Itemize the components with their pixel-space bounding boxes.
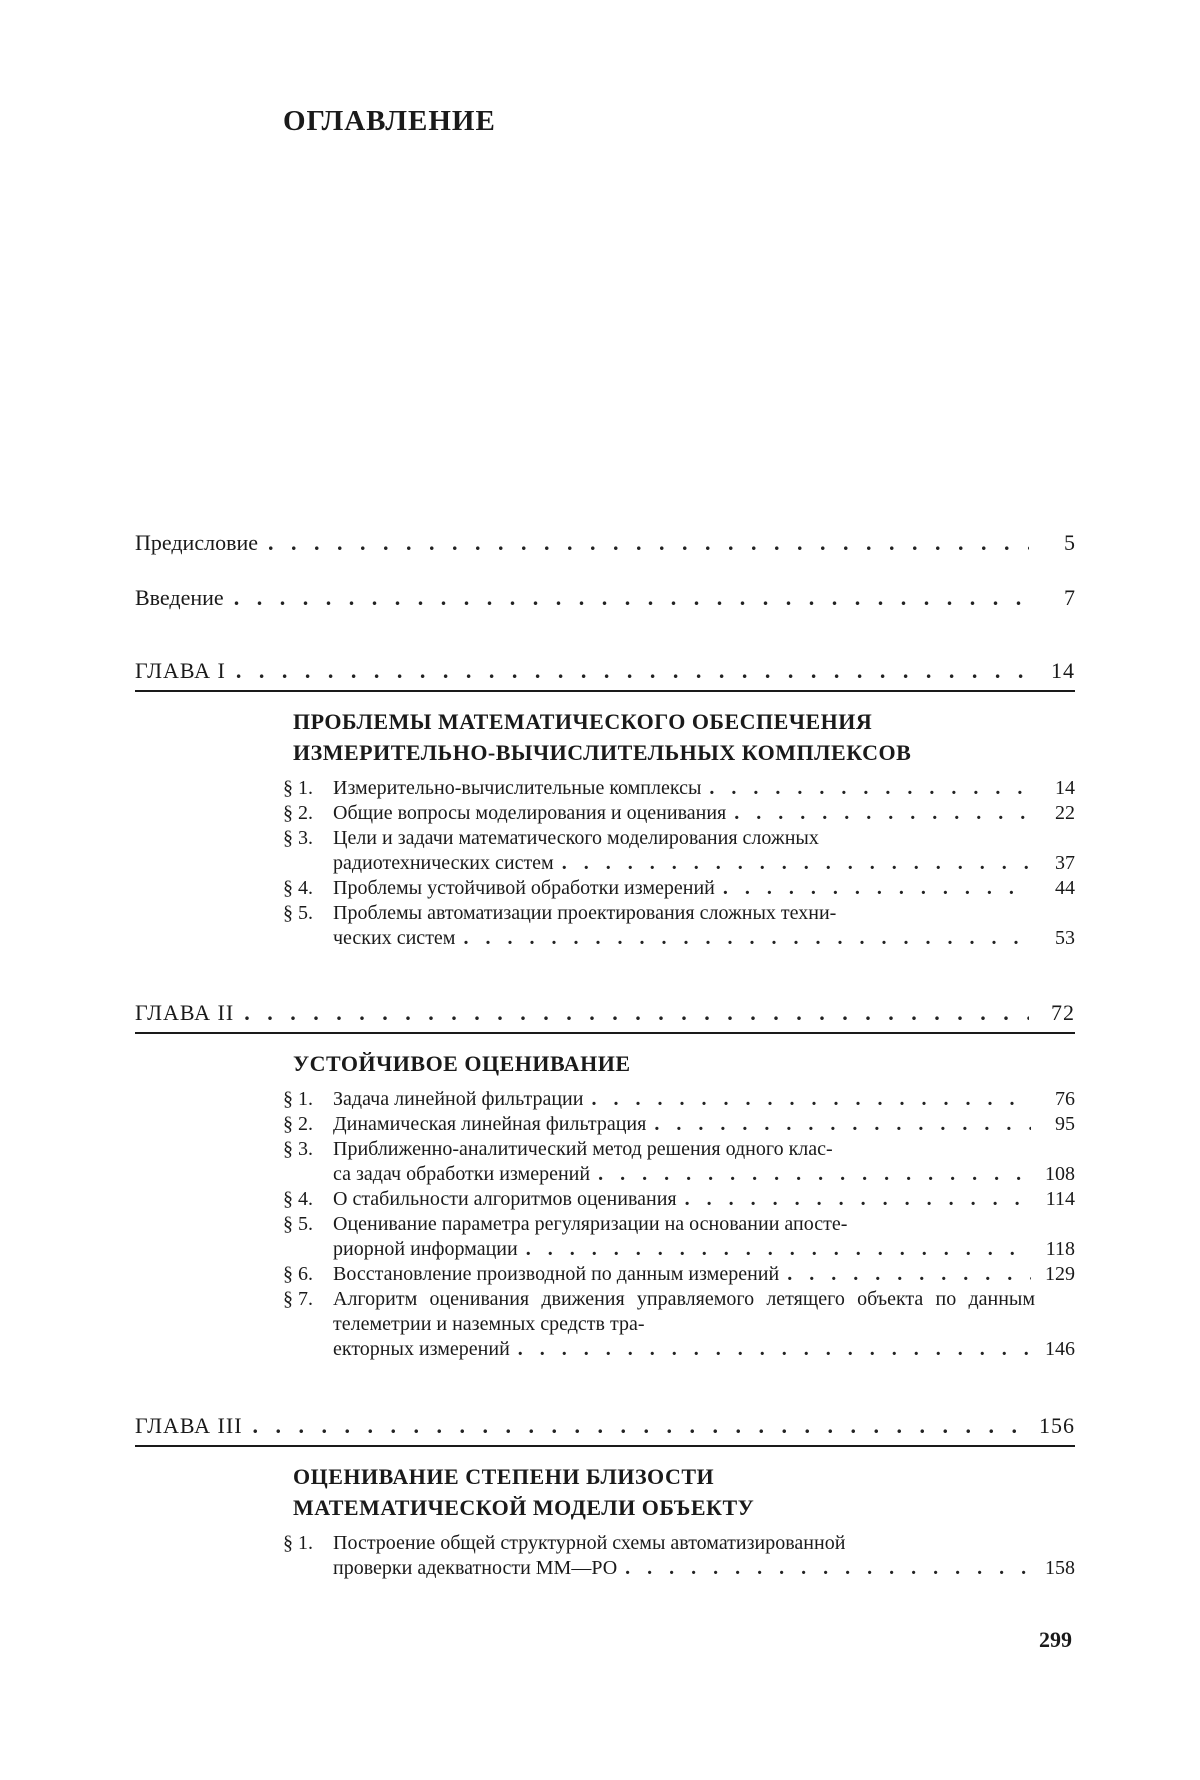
section-title-end: са задач обработки измерений: [333, 1163, 591, 1185]
chapter-title-line: ИЗМЕРИТЕЛЬНО-ВЫЧИСЛИТЕЛЬНЫХ КОМПЛЕКСОВ: [293, 740, 912, 765]
leader-dots: [709, 776, 1031, 801]
leader-dots: [591, 1087, 1031, 1112]
section-body: [333, 1087, 1075, 1112]
chapter-3: [135, 1413, 1075, 1581]
entry-label: Предисловие: [135, 530, 258, 555]
section-entry: [283, 901, 1075, 951]
section-number: § 4.: [283, 1188, 313, 1210]
chapter-page: 14: [1051, 658, 1075, 683]
section-title-start: Проблемы автоматизации проектирования сложных техни-: [333, 902, 837, 924]
chapter-2: [135, 1000, 1075, 1362]
section-page: 76: [1055, 1088, 1075, 1110]
section-title-row: [333, 1556, 1075, 1581]
section-title-row: [333, 926, 1075, 951]
section-title-row: [333, 801, 1075, 826]
section-title-end: Динамическая линейная фильтрация: [333, 1113, 647, 1135]
section-number: § 3.: [283, 827, 313, 849]
section-title-row: [333, 1262, 1075, 1287]
entry-label: Введение: [135, 585, 224, 610]
leader-dots: [723, 876, 1031, 901]
chapter-heading: [135, 1000, 1075, 1034]
section-title-row: [333, 1112, 1075, 1137]
section-body: [333, 1531, 1075, 1581]
chapter-label: ГЛАВА III: [135, 1413, 243, 1438]
chapter-page: 156: [1039, 1413, 1075, 1438]
chapter-title-line: МАТЕМАТИЧЕСКОЙ МОДЕЛИ ОБЪЕКТУ: [293, 1495, 755, 1520]
chapter-title-line: УСТОЙЧИВОЕ ОЦЕНИВАНИЕ: [293, 1051, 631, 1076]
leader-dots: [685, 1187, 1031, 1212]
section-number: § 5.: [283, 902, 313, 924]
section-page: 53: [1055, 927, 1075, 949]
section-entry: [283, 1187, 1075, 1212]
leader-dots: [787, 1262, 1031, 1287]
leader-dots: [268, 530, 1029, 556]
toc-heading: ОГЛАВЛЕНИЕ: [283, 105, 496, 137]
section-title-row: [333, 851, 1075, 876]
chapter-title-line: ОЦЕНИВАНИЕ СТЕПЕНИ БЛИЗОСТИ: [293, 1464, 715, 1489]
section-entry: [283, 801, 1075, 826]
section-title-end: проверки адекватности ММ—РО: [333, 1557, 618, 1579]
section-number: § 7.: [283, 1288, 313, 1310]
section-title-end: риорной информации: [333, 1238, 518, 1260]
leader-dots: [463, 926, 1031, 951]
section-list: [283, 1531, 1075, 1581]
section-title-end: Общие вопросы моделирования и оценивания: [333, 802, 727, 824]
section-number: § 1.: [283, 1532, 313, 1554]
section-entry: [283, 876, 1075, 901]
chapter-heading: [135, 1413, 1075, 1447]
leader-dots: [234, 585, 1029, 611]
chapter-1: [135, 658, 1075, 951]
section-number: § 1.: [283, 1088, 313, 1110]
section-number: § 2.: [283, 1113, 313, 1135]
front-entry-preface: [135, 530, 1075, 556]
leader-dots: [253, 1413, 1029, 1439]
leader-dots: [236, 658, 1029, 684]
section-number: § 2.: [283, 802, 313, 824]
section-body: [333, 1137, 1075, 1187]
section-title-start: Оценивание параметра регуляризации на основании апосте-: [333, 1213, 848, 1235]
section-title-row: [333, 1162, 1075, 1187]
section-title-row: [333, 776, 1075, 801]
section-entry: [283, 1137, 1075, 1187]
section-page: 146: [1045, 1338, 1075, 1360]
section-page: 14: [1055, 777, 1075, 799]
leader-dots: [526, 1237, 1031, 1262]
chapter-title-line: ПРОБЛЕМЫ МАТЕМАТИЧЕСКОГО ОБЕСПЕЧЕНИЯ: [293, 709, 873, 734]
section-body: [333, 1262, 1075, 1287]
leader-dots: [598, 1162, 1031, 1187]
chapter-title: [293, 706, 1075, 768]
entry-page: 7: [1064, 585, 1075, 610]
section-page: 114: [1045, 1188, 1075, 1210]
section-page: 158: [1045, 1557, 1075, 1579]
section-page: 37: [1055, 852, 1075, 874]
leader-dots: [625, 1556, 1031, 1581]
section-title-end: екторных измерений: [333, 1338, 510, 1360]
section-title-row: [333, 1087, 1075, 1112]
section-title-end: Восстановление производной по данным измерений: [333, 1263, 780, 1285]
leader-dots: [562, 851, 1031, 876]
section-title-end: Проблемы устойчивой обработки измерений: [333, 877, 715, 899]
section-page: 22: [1055, 802, 1075, 824]
section-page: 108: [1045, 1163, 1075, 1185]
section-entry: [283, 826, 1075, 876]
section-title-start: Построение общей структурной схемы автоматизированной: [333, 1532, 846, 1554]
section-entry: [283, 776, 1075, 801]
section-entry: [283, 1531, 1075, 1581]
section-title-start: Алгоритм оценивания движения управляемого летящего объекта по данным телеметрии и наземных средств тра-: [333, 1288, 1035, 1335]
section-body: [333, 1187, 1075, 1212]
leader-dots: [518, 1337, 1031, 1362]
section-title-end: Задача линейной фильтрации: [333, 1088, 584, 1110]
section-title-row: [333, 1187, 1075, 1212]
section-entry: [283, 1287, 1075, 1362]
section-body: [333, 801, 1075, 826]
chapter-page: 72: [1051, 1000, 1075, 1025]
section-title-start: Приближенно-аналитический метод решения одного клас-: [333, 1138, 833, 1160]
section-title-row: [333, 1337, 1075, 1362]
section-page: 44: [1055, 877, 1075, 899]
chapter-title: [293, 1048, 1075, 1079]
section-body: [333, 901, 1075, 951]
entry-page: 5: [1064, 530, 1075, 555]
section-body: [333, 876, 1075, 901]
section-entry: [283, 1112, 1075, 1137]
section-entry: [283, 1262, 1075, 1287]
section-body: [333, 1212, 1075, 1262]
chapter-heading: [135, 658, 1075, 692]
section-body: [333, 1112, 1075, 1137]
section-number: § 6.: [283, 1263, 313, 1285]
section-title-end: О стабильности алгоритмов оценивания: [333, 1188, 677, 1210]
chapter-title: [293, 1461, 1075, 1523]
section-list: [283, 1087, 1075, 1362]
section-title-end: ческих систем: [333, 927, 456, 949]
section-body: [333, 776, 1075, 801]
section-body: [333, 1287, 1075, 1362]
section-entry: [283, 1212, 1075, 1262]
chapter-label: ГЛАВА II: [135, 1000, 235, 1025]
section-body: [333, 826, 1075, 876]
chapter-label: ГЛАВА I: [135, 658, 226, 683]
page-number: 299: [1039, 1627, 1072, 1652]
leader-dots: [654, 1112, 1031, 1137]
section-number: § 3.: [283, 1138, 313, 1160]
front-entry-introduction: [135, 585, 1075, 611]
section-number: § 4.: [283, 877, 313, 899]
section-title-end: Измерительно-вычислительные комплексы: [333, 777, 702, 799]
section-number: § 5.: [283, 1213, 313, 1235]
section-page: 95: [1055, 1113, 1075, 1135]
section-title-row: [333, 876, 1075, 901]
section-entry: [283, 1087, 1075, 1112]
section-number: § 1.: [283, 777, 313, 799]
leader-dots: [244, 1000, 1029, 1026]
section-page: 118: [1045, 1238, 1075, 1260]
section-title-end: радиотехнических систем: [333, 852, 554, 874]
section-title-start: Цели и задачи математического моделирования сложных: [333, 827, 819, 849]
leader-dots: [734, 801, 1031, 826]
section-page: 129: [1045, 1263, 1075, 1285]
section-list: [283, 776, 1075, 951]
section-title-row: [333, 1237, 1075, 1262]
